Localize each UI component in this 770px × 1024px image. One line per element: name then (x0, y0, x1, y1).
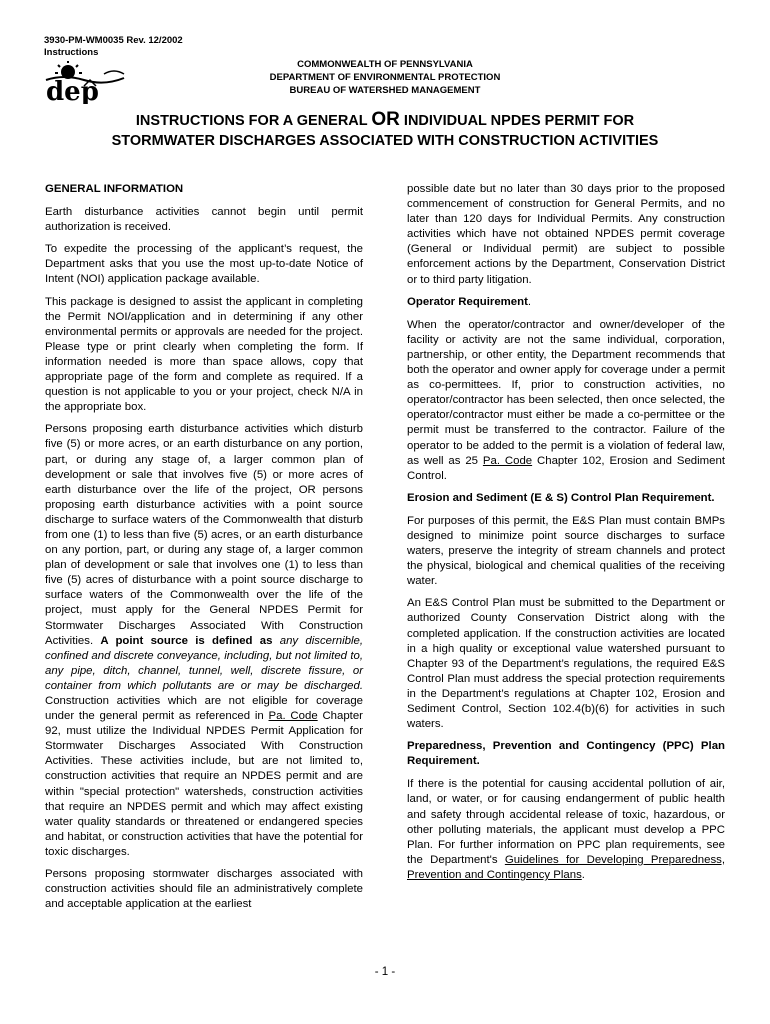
paragraph: For purposes of this permit, the E&S Plan must contain BMPs designed to minimize point source discharges to surface waters, preserve the integrity of stream channels and protect the physical, biological and chemical qualities of the receiving water. (407, 514, 725, 588)
paragraph: Persons proposing stormwater discharges associated with construction activities should file an administratively complete and acceptable application at the earliest (45, 868, 363, 911)
paragraph: This package is designed to assist the applicant in completing the Permit NOI/application and in determining if any other environmental permits or approvals are needed for the project. Please type or print clearly when completing the form. If information needed is more than space allows, copy that appropriate page of the form and complete as required. If a question is not applicable to you or your project, check N/A in the appropriate box. (45, 295, 363, 414)
agency-block (200, 58, 570, 97)
bold-text: A point source is defined as (100, 634, 273, 647)
paragraph: An E&S Control Plan must be submitted to the Department or authorized County Conservation District along with the completed application. If the construction activities are located in a high quality or exceptional value watershed pursuant to Chapter 93 of the Department’s regulations, the required E&S Control Plan must address the special protection requirements in the Department’s regulations at Chapter 102, Erosion and Sediment Control, Section 102.4(b)(6) for activities in such waters. (407, 597, 725, 731)
title-line-1 (40, 110, 730, 131)
text: Persons proposing earth disturbance activities which disturb five (5) or more acres, or an earth disturbance on any portion, part, or during any stage of, a larger common plan of development or sale that involves five (5) or more acres of earth disturbance over the life of the project, OR persons proposing earth disturbance activities with a point source discharge to surface waters of the Commonwealth that disturb from one (1) to less than five (5) acres, or an earth disturbance on any portion, part, or during any stage of, a larger common plan of development or sale that involves one (1) to less than five (5) acres of disturbance with a point source discharge to surface waters of the Commonwealth over the life of the project, must apply for the General NPDES Permit for Stormwater Discharges Associated With Construction Activities. (45, 423, 363, 647)
paragraph-point-source (45, 422, 363, 860)
title-or: OR (371, 109, 400, 130)
document-title (40, 110, 730, 151)
right-column (407, 182, 725, 890)
operator-requirement-heading (407, 295, 725, 310)
title-part-2: INDIVIDUAL NPDES PERMIT FOR (399, 113, 635, 129)
agency-line-2: DEPARTMENT OF ENVIRONMENTAL PROTECTION (269, 72, 501, 83)
paragraph (407, 777, 725, 883)
heading-text: Operator Requirement (407, 295, 528, 308)
ppc-plan-heading: Preparedness, Prevention and Contingency (PPC) Plan Requirement. (407, 740, 725, 768)
page-number: - 1 - (374, 966, 396, 978)
paragraph: Earth disturbance activities cannot begin until permit authorization is received. (45, 206, 363, 234)
italic-text: any discernible, confined and discrete conveyance, including, but not limited to, any pipe, ditch, channel, tunnel, well, discrete fissure, or container from which pollutants are or may be discharged. (45, 634, 363, 692)
paragraph (407, 318, 725, 484)
pa-code-reference: Pa. Code (268, 710, 318, 723)
doc-type: Instructions (44, 47, 99, 58)
form-id-block (44, 35, 183, 59)
text: Construction activities which are not eligible for coverage under the general permit as referenced in (45, 695, 363, 723)
agency-line-3: BUREAU OF WATERSHED MANAGEMENT (289, 85, 481, 96)
ppc-guidelines-link[interactable]: Guidelines for Developing Preparedness, Prevention and Contingency Plans (407, 853, 726, 881)
dep-logo (44, 60, 128, 104)
text: Chapter 92, must utilize the Individual NPDES Permit Application for Stormwater Discharges Associated With Construction Activities. These activities include, but are not limited to, construction activities that require an NPDES permit and are within "special protection" watersheds, construction activities that require an NPDES permit and which may affect existing water quality standards or threatened or endangered species and habitat, or construction activities that have the potential for toxic discharges. (45, 710, 363, 858)
title-line-2: STORMWATER DISCHARGES ASSOCIATED WITH CONSTRUCTION ACTIVITIES (111, 133, 659, 149)
left-column (45, 182, 363, 919)
general-information-heading: GENERAL INFORMATION (45, 183, 184, 195)
text: If there is the potential for causing accidental pollution of air, land, or water, or for causing endangerment of public health and safety through accidental release of toxic, hazardous, or other polluting materials, the applicant must develop a PPC Plan. For further information on PPC plan requirements, see the Department's (407, 778, 725, 866)
dep-logo-icon (44, 60, 128, 104)
paragraph: possible date but no later than 30 days prior to the proposed commencement of construction for General Permits, and no later than 120 days for Individual Permits. Any construction activities which have not obtained NPDES permit coverage (General or Individual permit) are subject to possible enforcement actions by the Department, Conservation District or to third party litigation. (407, 183, 725, 286)
text: Chapter 102, Erosion and Sediment Control. (407, 454, 725, 482)
form-number: 3930-PM-WM0035 Rev. 12/2002 (44, 35, 183, 46)
title-part-1: INSTRUCTIONS FOR A GENERAL (135, 113, 372, 129)
pa-code-reference: Pa. Code (482, 454, 533, 467)
paragraph: To expedite the processing of the applicant’s request, the Department asks that you use the most up-to-date Notice of Intent (NOI) application package available. (45, 243, 363, 286)
text: When the operator/contractor and owner/developer of the facility or activity are not the same individual, corporation, partnership, or other entity, the Department recommends that both the operator and owner apply for coverage under a permit as co-permittees. If, prior to construction activities, no operator/contractor has been selected, then once selected, the operator/contractor must either be made a co-permittee or the permit must be transferred to the contractor. Failure of the operator to be added to the permit is a violation of federal law, as well as 25 (407, 318, 725, 467)
logo-text: dep (46, 77, 99, 104)
heading-period: . (527, 295, 532, 308)
agency-line-1: COMMONWEALTH OF PENNSYLVANIA (297, 59, 473, 70)
text: . (581, 868, 585, 881)
es-plan-heading: Erosion and Sediment (E & S) Control Plan Requirement. (407, 491, 715, 504)
